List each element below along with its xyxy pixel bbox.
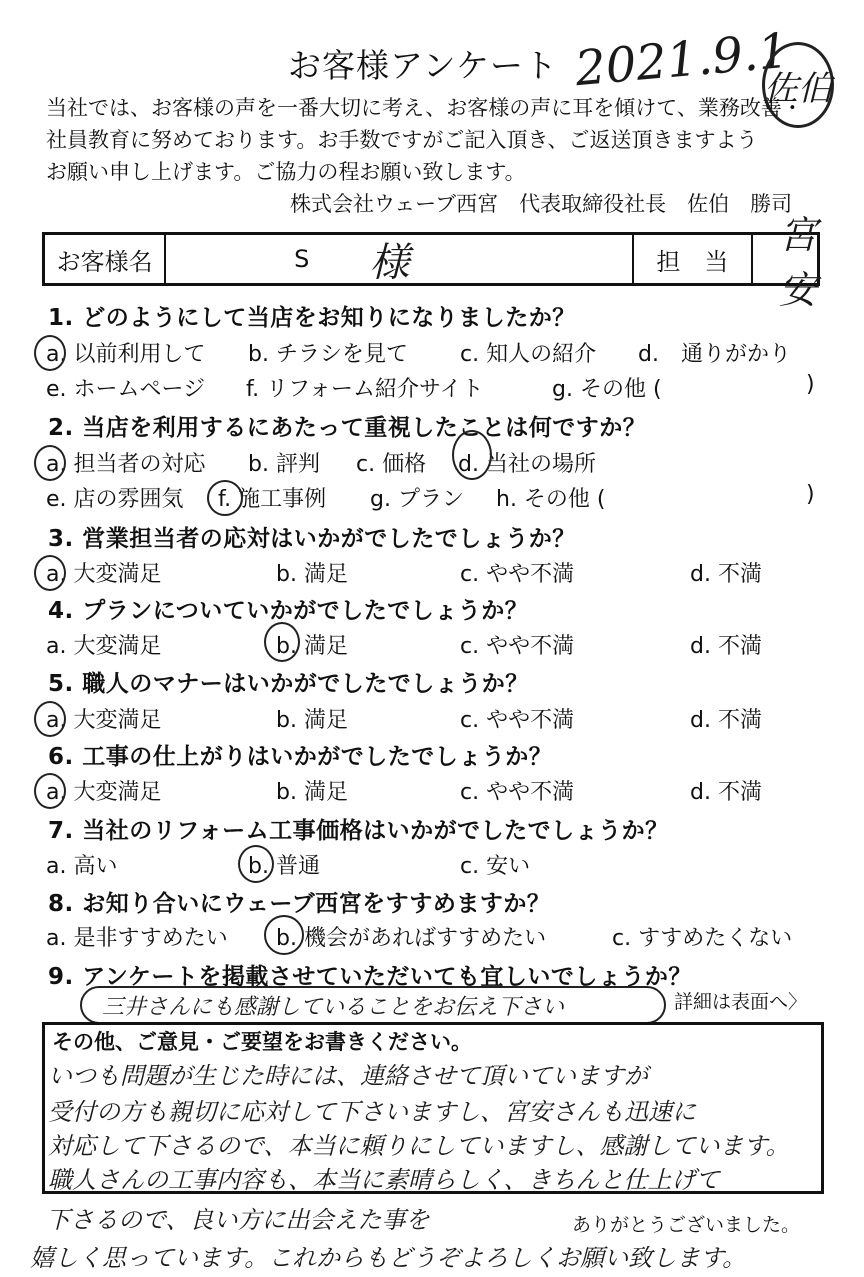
q4-option-a[interactable]: a. 大変満足	[46, 634, 162, 659]
q2-option-h[interactable]: h. その他 (	[496, 487, 606, 512]
q5-option-d[interactable]: d. 不満	[690, 708, 762, 733]
q6-option-a[interactable]: a. 大変満足	[46, 780, 162, 805]
q2-option-a[interactable]: a. 担当者の対応	[46, 452, 206, 477]
comments-label: その他、ご意見・ご要望をお書きください。	[52, 1030, 472, 1054]
staff-value: 宮安	[779, 213, 818, 312]
q3-option-d[interactable]: d. 不満	[690, 562, 762, 587]
q7-option-a[interactable]: a. 高い	[46, 854, 118, 879]
q9-text: 9. アンケートを掲載させていただいても宜しいでしょうか？	[48, 964, 692, 990]
q8-option-b[interactable]: b. 機会があればすすめたい	[276, 926, 547, 951]
q6-option-b[interactable]: b. 満足	[276, 780, 348, 805]
q9-handwritten-note: 三井さんにも感謝していることをお伝え下さい	[80, 986, 666, 1024]
q2-option-h-close: )	[806, 482, 815, 507]
q2-d-circle	[452, 430, 492, 480]
page-title: お客様アンケート	[288, 46, 559, 85]
q1-option-b[interactable]: b. チラシを見て	[248, 342, 408, 367]
q4-option-b[interactable]: b. 満足	[276, 634, 348, 659]
comment-line-3: 対応して下さるので、本当に頼りにしていますし、感謝しています。	[48, 1132, 790, 1160]
comment-line-1: いつも問題が生じた時には、連絡させて頂いていますが	[48, 1062, 648, 1090]
q1-option-c[interactable]: c. 知人の紹介	[460, 342, 597, 367]
q1-option-g-close: )	[806, 372, 815, 397]
q4-option-d[interactable]: d. 不満	[690, 634, 762, 659]
q2-option-b[interactable]: b. 評判	[248, 452, 320, 477]
q1-option-a[interactable]: a. 以前利用して	[46, 342, 206, 367]
q5-a-circle	[34, 701, 66, 737]
q3-option-a[interactable]: a. 大変満足	[46, 562, 162, 587]
customer-name-label: お客様名	[45, 235, 166, 283]
q2-a-circle	[34, 445, 66, 481]
handwritten-date: 2021.9.1	[572, 22, 791, 98]
q6-option-c[interactable]: c. やや不満	[460, 780, 575, 805]
q4-b-circle	[264, 622, 300, 662]
customer-name-cell	[166, 235, 634, 286]
intro-line-2: 社員教育に努めております。お手数ですがご記入頂き、ご返送頂きますよう	[46, 128, 758, 152]
staff-label: 担 当	[634, 235, 753, 283]
seal-stamp: 佐伯	[762, 42, 834, 128]
q7-option-c[interactable]: c. 安い	[460, 854, 531, 879]
q8-b-circle	[264, 915, 304, 955]
q3-option-c[interactable]: c. やや不満	[460, 562, 575, 587]
q6-a-circle	[34, 773, 66, 809]
q7-b-circle	[238, 845, 274, 883]
intro-line-1: 当社では、お客様の声を一番大切に考え、お客様の声に耳を傾けて、業務改善・	[46, 96, 803, 120]
q3-a-circle	[34, 555, 66, 591]
q9-detail-note: 詳細は表面へ〉	[674, 991, 808, 1013]
q2-option-f[interactable]: f. 施工事例	[218, 487, 327, 512]
q2-option-e[interactable]: e. 店の雰囲気	[46, 487, 184, 512]
customer-row	[42, 213, 820, 312]
company-signature: 株式会社ウェーブ西宮 代表取締役社長 佐伯 勝司	[290, 192, 793, 216]
q2-f-circle	[207, 480, 243, 516]
q2-option-d[interactable]: d. 当社の場所	[458, 452, 596, 477]
comment-line-2: 受付の方も親切に応対して下さいますし、宮安さんも迅速に	[48, 1098, 696, 1126]
q1-a-circle	[34, 335, 66, 371]
q6-text: 6. 工事の仕上がりはいかがでしたでしょうか？	[48, 744, 553, 770]
q5-option-b[interactable]: b. 満足	[276, 708, 348, 733]
intro-line-3: お願い申し上げます。ご協力の程お願い致します。	[46, 160, 526, 184]
comment-line-6: 嬉しく思っています。これからもどうぞよろしくお願い致します。	[30, 1244, 747, 1272]
q4-option-c[interactable]: c. やや不満	[460, 634, 575, 659]
q8-option-a[interactable]: a. 是非すすめたい	[46, 926, 228, 951]
q5-text: 5. 職人のマナーはいかがでしたでしょうか？	[48, 671, 529, 697]
q1-option-f[interactable]: f. リフォーム紹介サイト	[246, 377, 484, 402]
q5-option-a[interactable]: a. 大変満足	[46, 708, 162, 733]
q3-text: 3. 営業担当者の応対はいかがでしたでしょうか？	[48, 526, 576, 552]
q2-text: 2. 当店を利用するにあたって重視したことは何ですか？	[48, 415, 647, 441]
comment-line-5: 下さるので、良い方に出会えた事を	[46, 1206, 430, 1234]
q1-option-g[interactable]: g. その他 (	[552, 377, 662, 402]
comment-line-4: 職人さんの工事内容も、本当に素晴らしく、きちんと仕上げて	[48, 1166, 720, 1194]
q8-text: 8. お知り合いにウェーブ西宮をすすめますか？	[48, 891, 551, 917]
q1-option-d[interactable]: d. 通りがかり	[638, 342, 791, 367]
q3-option-b[interactable]: b. 満足	[276, 562, 348, 587]
q7-text: 7. 当社のリフォーム工事価格はいかがでしたでしょうか？	[48, 818, 669, 844]
q1-text: 1. どのようにして当店をお知りになりましたか？	[48, 305, 576, 331]
q2-option-c[interactable]: c. 価格	[356, 452, 427, 477]
q6-option-d[interactable]: d. 不満	[690, 780, 762, 805]
q1-option-e[interactable]: e. ホームページ	[46, 377, 206, 402]
customer-name-value: S	[294, 245, 310, 273]
thanks-text: ありがとうございました。	[572, 1214, 801, 1236]
q7-option-b[interactable]: b. 普通	[248, 854, 320, 879]
customer-name-suffix: 様	[369, 239, 410, 286]
q2-option-g[interactable]: g. プラン	[370, 487, 464, 512]
q5-option-c[interactable]: c. やや不満	[460, 708, 575, 733]
q4-text: 4. プランについていかがでしたでしょうか？	[48, 598, 529, 624]
q8-option-c[interactable]: c. すすめたくない	[612, 926, 793, 951]
